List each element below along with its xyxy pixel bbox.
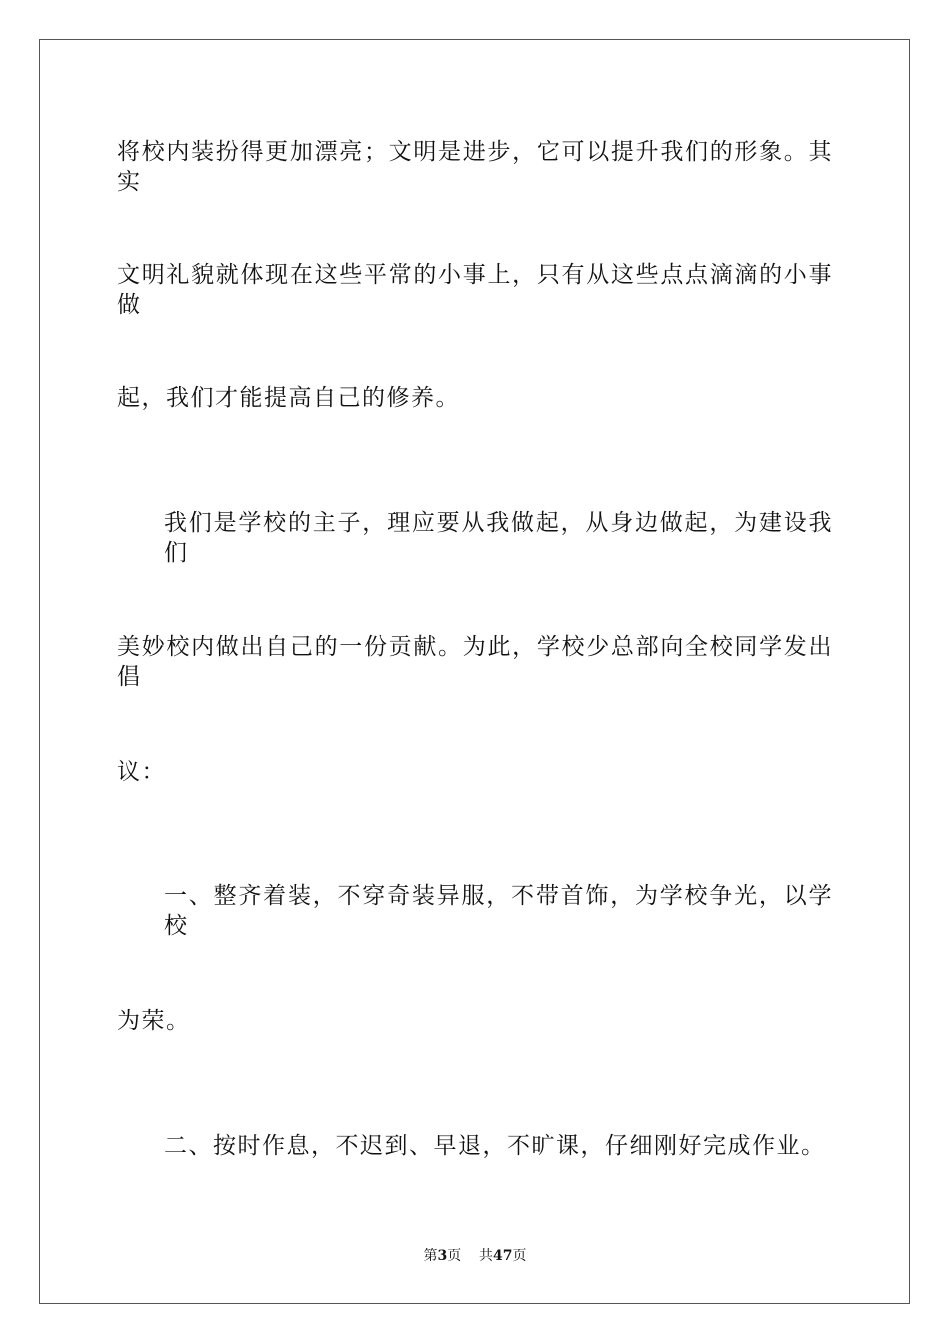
paragraph-first-line: 我们是学校的主子，理应要从我做起，从身边做起，为建设我们 [164, 510, 833, 566]
paragraph-first-line: 一、整齐着装，不穿奇装异服，不带首饰，为学校争光，以学校 [164, 883, 833, 939]
page-prefix: 第 [423, 1248, 438, 1264]
page-footer [0, 1246, 950, 1266]
paragraph-first-line: 二、按时作息，不迟到、早退，不旷课，仔细刚好完成作业。 [164, 1133, 826, 1159]
total-pages: 47 [493, 1248, 513, 1264]
total-suffix: 页 [512, 1248, 527, 1264]
body-text-line: 议： [117, 759, 166, 785]
body-text-line: 起，我们才能提高自己的修养。 [117, 385, 460, 411]
page-suffix: 页 [447, 1248, 462, 1264]
body-text-line: 文明礼貌就体现在这些平常的小事上，只有从这些点点滴滴的小事做 [117, 262, 833, 318]
page-number: 3 [437, 1248, 448, 1264]
body-text-line: 美妙校内做出自己的一份贡献。为此，学校少总部向全校同学发出倡 [117, 634, 833, 690]
body-text-line: 为荣。 [117, 1008, 191, 1034]
total-prefix: 共 [479, 1248, 494, 1264]
body-text-line: 将校内装扮得更加漂亮；文明是进步，它可以提升我们的形象。其实 [117, 139, 833, 195]
